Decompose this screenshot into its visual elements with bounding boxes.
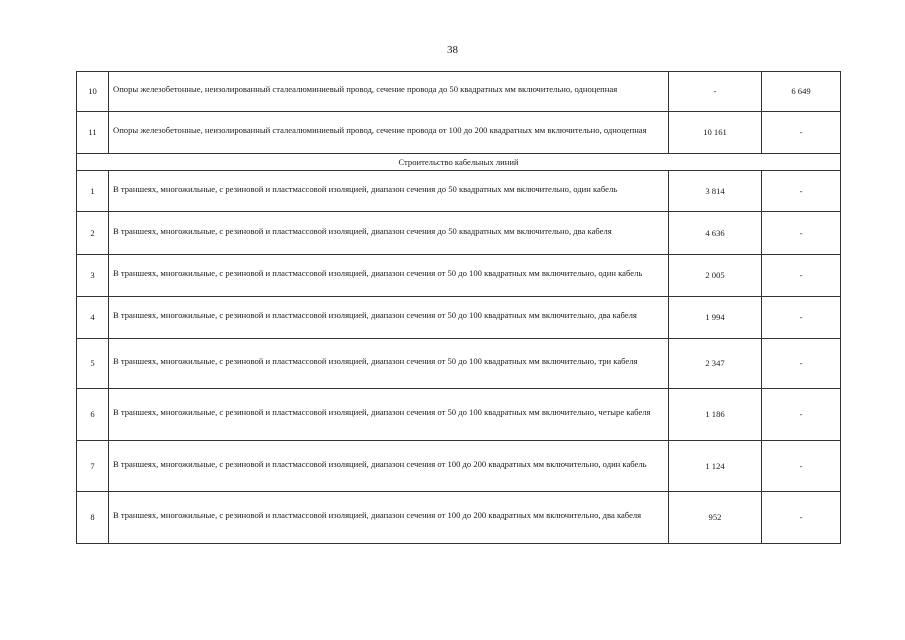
table-row — [77, 389, 841, 441]
row-description-text: В траншеях, многожильные, с резиновой и пластмассовой изоляцией, диапазон сечения от 50 до 100 квадратных мм включительно, четыре кабеля — [113, 407, 651, 418]
row-value-b: - — [762, 255, 841, 297]
row-value-b: - — [762, 112, 841, 154]
row-description-text: В траншеях, многожильные, с резиновой и пластмассовой изоляцией, диапазон сечения от 50 до 100 квадратных мм включительно, два кабеля — [113, 310, 637, 321]
table-row — [77, 297, 841, 339]
row-value-b: - — [762, 389, 841, 441]
row-value-a: 952 — [669, 492, 762, 544]
row-description — [109, 297, 669, 339]
row-description — [109, 339, 669, 389]
row-value-b: - — [762, 171, 841, 212]
row-number: 10 — [77, 72, 109, 112]
row-description-text: В траншеях, многожильные, с резиновой и пластмассовой изоляцией, диапазон сечения до 50 квадратных мм включительно, один кабель — [113, 183, 618, 194]
row-description-text: В траншеях, многожильные, с резиновой и пластмассовой изоляцией, диапазон сечения от 100 до 200 квадратных мм включительно, два кабеля — [113, 510, 642, 521]
row-description-text: В траншеях, многожильные, с резиновой и пластмассовой изоляцией, диапазон сечения от 100 до 200 квадратных мм включительно, один кабель — [113, 458, 647, 469]
row-description — [109, 171, 669, 212]
tariff-table — [76, 71, 841, 544]
row-value-a: 2 347 — [669, 339, 762, 389]
row-value-a: - — [669, 72, 762, 112]
section-title: Строительство кабельных линий — [77, 154, 841, 171]
row-number: 8 — [77, 492, 109, 544]
table-row — [77, 72, 841, 112]
row-value-b: - — [762, 339, 841, 389]
row-description — [109, 492, 669, 544]
row-number: 2 — [77, 212, 109, 255]
table-row — [77, 339, 841, 389]
row-value-a: 3 814 — [669, 171, 762, 212]
table-row — [77, 492, 841, 544]
row-value-a: 4 636 — [669, 212, 762, 255]
row-value-a: 1 186 — [669, 389, 762, 441]
row-number: 3 — [77, 255, 109, 297]
row-description — [109, 72, 669, 112]
row-description — [109, 389, 669, 441]
row-description-text: В траншеях, многожильные, с резиновой и пластмассовой изоляцией, диапазон сечения от 50 до 100 квадратных мм включительно, один кабель — [113, 268, 643, 279]
row-value-a: 1 994 — [669, 297, 762, 339]
row-value-a: 2 005 — [669, 255, 762, 297]
row-value-a: 10 161 — [669, 112, 762, 154]
table-row — [77, 255, 841, 297]
page-number: 38 — [447, 44, 458, 56]
row-description — [109, 112, 669, 154]
row-value-b: - — [762, 492, 841, 544]
row-value-b: - — [762, 212, 841, 255]
row-description-text: В траншеях, многожильные, с резиновой и пластмассовой изоляцией, диапазон сечения от 50 до 100 квадратных мм включительно, три кабеля — [113, 356, 638, 367]
row-value-a: 1 124 — [669, 441, 762, 492]
row-number: 1 — [77, 171, 109, 212]
row-description-text: Опоры железобетонные, неизолированный сталеалюминиевый провод, сечение провода от 100 до 200 квадратных мм включительно, одноцепная — [113, 125, 647, 136]
row-description — [109, 441, 669, 492]
table-row — [77, 112, 841, 154]
row-value-b: - — [762, 297, 841, 339]
table-row — [77, 171, 841, 212]
table-row — [77, 441, 841, 492]
row-description — [109, 212, 669, 255]
row-description — [109, 255, 669, 297]
section-header-row — [77, 154, 841, 171]
row-description-text: Опоры железобетонные, неизолированный сталеалюминиевый провод, сечение провода до 50 квадратных мм включительно, одноцепная — [113, 84, 618, 95]
row-number: 11 — [77, 112, 109, 154]
row-number: 7 — [77, 441, 109, 492]
row-number: 6 — [77, 389, 109, 441]
table-row — [77, 212, 841, 255]
row-number: 4 — [77, 297, 109, 339]
row-value-b: 6 649 — [762, 72, 841, 112]
row-value-b: - — [762, 441, 841, 492]
row-description-text: В траншеях, многожильные, с резиновой и пластмассовой изоляцией, диапазон сечения до 50 квадратных мм включительно, два кабеля — [113, 225, 612, 236]
row-number: 5 — [77, 339, 109, 389]
